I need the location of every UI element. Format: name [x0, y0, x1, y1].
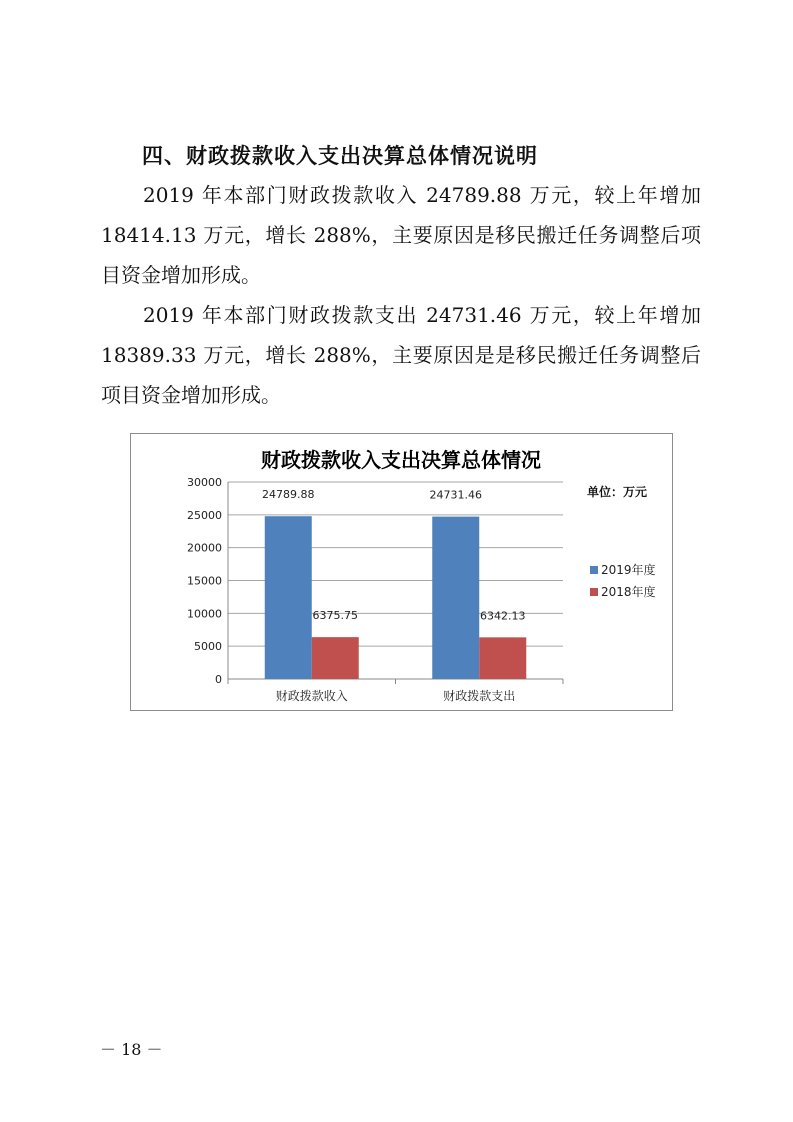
section-heading: 四、财政拨款收入支出决算总体情况说明: [142, 144, 538, 168]
legend-label: 2018年度: [601, 585, 656, 599]
data-label: 6375.75: [312, 609, 358, 623]
bar: [312, 637, 359, 679]
legend-swatch: [590, 588, 598, 596]
bar-chart: [131, 434, 672, 710]
y-tick-label: 25000: [187, 508, 222, 522]
paragraph-income: 2019 年本部门财政拨款收入 24789.88 万元，较上年增加 18414.13 万元，增长 288%，主要原因是移民搬迁任务调整后项目资金增加形成。: [101, 183, 701, 287]
y-tick-label: 5000: [194, 640, 222, 654]
chart-title: 财政拨款收入支出决算总体情况: [261, 448, 541, 472]
chart-container: [130, 433, 673, 711]
paragraph-expenditure: 2019 年本部门财政拨款支出 24731.46 万元，较上年增加 18389.33 万元，增长 288%，主要原因是是移民搬迁任务调整后项目资金增加形成。: [101, 303, 701, 407]
legend-swatch: [590, 566, 598, 574]
y-tick-label: 0: [215, 673, 222, 686]
page-number: － 18 －: [100, 1040, 163, 1059]
bar: [432, 517, 479, 679]
category-label: 财政拨款收入: [275, 689, 348, 703]
data-label: 6342.13: [480, 609, 526, 623]
legend-label: 2019年度: [601, 563, 656, 577]
y-tick-label: 10000: [187, 607, 222, 621]
data-label: 24789.88: [262, 488, 315, 502]
bar: [479, 637, 526, 679]
y-tick-label: 15000: [187, 574, 222, 588]
data-label: 24731.46: [429, 488, 482, 502]
category-label: 财政拨款支出: [443, 689, 516, 703]
bar: [265, 516, 312, 679]
y-tick-label: 30000: [187, 476, 222, 489]
y-tick-label: 20000: [187, 541, 222, 555]
unit-label: 单位：万元: [587, 485, 648, 499]
